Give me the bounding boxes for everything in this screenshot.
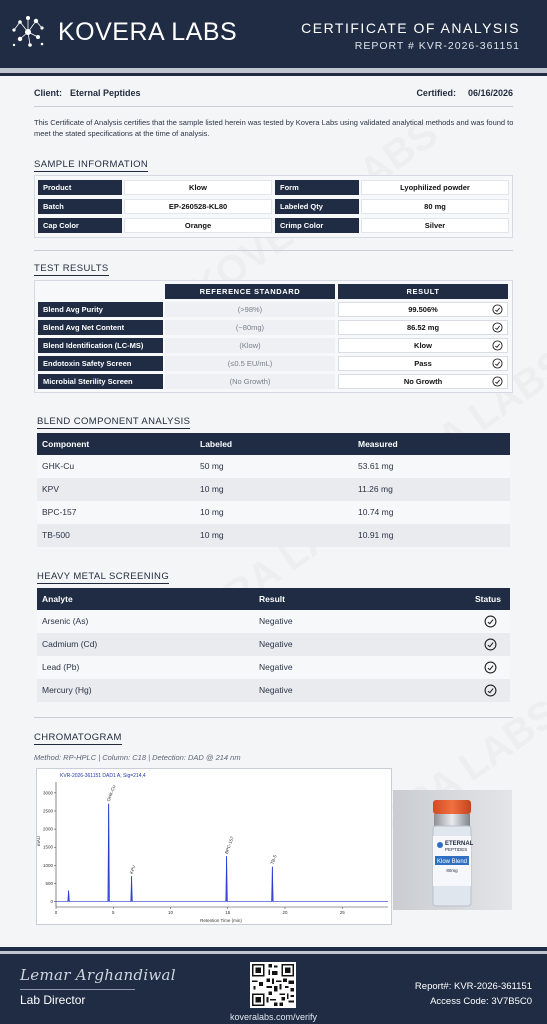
cell: Lead (Pb) xyxy=(42,662,80,672)
y-tick-label: 2500 xyxy=(42,808,53,814)
sample-value: Orange xyxy=(124,218,272,233)
x-axis-label: Retention Time (min) xyxy=(200,918,242,923)
cell: Negative xyxy=(259,639,293,649)
sample-value: EP-260528-KL80 xyxy=(124,199,272,214)
test-result xyxy=(338,338,508,353)
cell: Negative xyxy=(259,616,293,626)
test-results-box xyxy=(34,280,513,393)
cell: 10 mg xyxy=(200,507,224,517)
x-tick-label: 0 xyxy=(54,910,58,915)
cell: GHK-Cu xyxy=(42,461,75,471)
metals-table xyxy=(37,588,510,702)
vial-qty: 80mg xyxy=(446,868,458,873)
sample-label: Labeled Qty xyxy=(275,199,359,214)
cell: 10 mg xyxy=(200,530,224,540)
kovera-logo-icon xyxy=(8,12,48,52)
verify-link[interactable]: koveralabs.com/verify xyxy=(229,1012,318,1022)
peak-label: BPC-157 xyxy=(223,835,235,855)
vial-brand-line2: PEPTIDES xyxy=(445,847,468,852)
cell: 10 mg xyxy=(200,484,224,494)
qr-code-icon[interactable] xyxy=(250,962,296,1008)
cell: Negative xyxy=(259,662,293,672)
x-tick-label: 15 xyxy=(225,910,231,915)
test-reference: (≤0.5 EU/mL) xyxy=(165,356,335,371)
test-name: Endotoxin Safety Screen xyxy=(38,356,163,371)
cell: Arsenic (As) xyxy=(42,616,89,626)
test-result xyxy=(338,302,508,317)
sample-value: Silver xyxy=(361,218,509,233)
result-header: RESULT xyxy=(338,284,508,299)
metals-title: HEAVY METAL SCREENING xyxy=(37,571,170,582)
client-line xyxy=(34,88,141,98)
sample-label: Batch xyxy=(38,199,122,214)
certified-label: Certified: xyxy=(416,88,456,98)
sample-label: Cap Color xyxy=(38,218,122,233)
x-tick-label: 10 xyxy=(167,910,173,915)
x-tick-label: 25 xyxy=(339,910,345,915)
test-reference: (Klow) xyxy=(165,338,335,353)
y-tick-label: 1500 xyxy=(42,844,53,850)
document-title: CERTIFICATE OF ANALYSIS xyxy=(301,20,520,36)
certified-date: 06/16/2026 xyxy=(467,88,513,98)
test-name: Microbial Sterility Screen xyxy=(38,374,163,389)
check-circle-icon xyxy=(492,376,503,387)
cell: 11.26 mg xyxy=(358,484,393,494)
column-header: Component xyxy=(42,439,90,449)
table-header xyxy=(37,588,510,610)
cell: Cadmium (Cd) xyxy=(42,639,98,649)
method-text: Method: RP-HPLC | Column: C18 | Detection: DAD @ 214 nm xyxy=(34,753,241,762)
column-header: Result xyxy=(259,594,285,604)
test-result-value: 99.506% xyxy=(408,305,438,314)
sample-label: Product xyxy=(38,180,122,195)
check-circle-icon xyxy=(484,615,497,628)
certified-line xyxy=(416,88,513,98)
peak-label: GHK-Cu xyxy=(105,784,117,803)
divider xyxy=(34,106,513,107)
client-value: Eternal Peptides xyxy=(70,88,141,98)
check-circle-icon xyxy=(492,322,503,333)
client-label: Client: xyxy=(34,88,62,98)
sample-label: Crimp Color xyxy=(275,218,359,233)
x-tick-label: 20 xyxy=(282,910,288,915)
y-tick-label: 1000 xyxy=(42,862,53,868)
peak-label: TB-5 xyxy=(269,854,278,866)
table-row xyxy=(37,679,510,702)
table-row xyxy=(37,501,510,524)
column-header: Labeled xyxy=(200,439,233,449)
column-header: Analyte xyxy=(42,594,73,604)
sample-info-box xyxy=(34,175,513,238)
column-header: Measured xyxy=(358,439,398,449)
check-circle-icon xyxy=(492,304,503,315)
y-tick-label: 0 xyxy=(50,899,53,905)
test-result xyxy=(338,356,508,371)
test-name: Blend Avg Purity xyxy=(38,302,163,317)
header-divider xyxy=(0,73,547,76)
sample-value: 80 mg xyxy=(361,199,509,214)
brand-name: KOVERA LABS xyxy=(58,18,238,46)
table-row xyxy=(37,633,510,656)
test-result xyxy=(338,320,508,335)
reference-header: REFERENCE STANDARD xyxy=(165,284,335,299)
blend-title: BLEND COMPONENT ANALYSIS xyxy=(37,416,191,427)
chromatogram-title: CHROMATOGRAM xyxy=(34,732,122,743)
table-row xyxy=(37,610,510,633)
sample-value: Lyophilized powder xyxy=(361,180,509,195)
y-tick-label: 500 xyxy=(45,880,53,886)
blend-table xyxy=(37,433,510,547)
check-circle-icon xyxy=(492,340,503,351)
cell: KPV xyxy=(42,484,60,494)
check-circle-icon xyxy=(484,638,497,651)
divider xyxy=(34,717,513,718)
test-result-value: 86.52 mg xyxy=(406,323,440,332)
column-header: Status xyxy=(475,594,501,604)
chromatogram-plot xyxy=(36,768,392,925)
sample-label: Form xyxy=(275,180,359,195)
cell: TB-500 xyxy=(42,530,70,540)
page-footer xyxy=(0,954,547,1024)
test-name: Blend Avg Net Content xyxy=(38,320,163,335)
table-header xyxy=(37,433,510,455)
cell: Mercury (Hg) xyxy=(42,685,92,695)
table-row xyxy=(37,478,510,501)
cell: 10.91 mg xyxy=(358,530,394,540)
test-results-title: TEST RESULTS xyxy=(34,263,109,274)
y-tick-label: 2000 xyxy=(42,826,53,832)
cell: 10.74 mg xyxy=(358,507,394,517)
check-circle-icon xyxy=(484,661,497,674)
table-row xyxy=(37,455,510,478)
director-title: Lab Director xyxy=(20,993,86,1007)
test-result xyxy=(338,374,508,389)
test-reference: (>98%) xyxy=(165,302,335,317)
signature: Lemar Arghandiwal xyxy=(20,966,176,984)
sample-value: Klow xyxy=(124,180,272,195)
cell: Negative xyxy=(259,685,293,695)
y-tick-label: 3000 xyxy=(42,790,53,796)
report-number: REPORT # KVR-2026-361151 xyxy=(354,40,520,52)
test-reference: (No Growth) xyxy=(165,374,335,389)
vial-product: Klow Blend xyxy=(436,859,468,865)
cell: 53.61 mg xyxy=(358,461,394,471)
test-name: Blend Identification (LC-MS) xyxy=(38,338,163,353)
vial-photo xyxy=(393,790,512,910)
check-circle-icon xyxy=(492,358,503,369)
intro-text: This Certificate of Analysis certifies that the sample listed herein was tested by Kovera Labs using validated analytical methods and was found to meet the stated specifications at the time of analysis. xyxy=(34,118,514,138)
peak-label: KPV xyxy=(128,864,137,875)
check-circle-icon xyxy=(484,684,497,697)
x-tick-label: 5 xyxy=(111,910,115,915)
footer-report-number: Report#: KVR-2026-361151 xyxy=(414,981,532,992)
y-axis-label: mAU xyxy=(36,836,41,846)
page-header xyxy=(0,0,547,68)
vial-image xyxy=(393,790,512,910)
chromatogram-panel xyxy=(36,768,392,925)
vial-brand-line1: ETERNAL xyxy=(445,841,474,847)
table-row xyxy=(37,656,510,679)
cell: 50 mg xyxy=(200,461,224,471)
test-result-value: No Growth xyxy=(403,377,443,386)
access-code: Access Code: 3V7B5C0 xyxy=(430,996,532,1007)
table-row xyxy=(37,524,510,547)
sample-info-title: SAMPLE INFORMATION xyxy=(34,159,149,170)
test-result-value: Klow xyxy=(414,341,432,350)
test-result-value: Pass xyxy=(414,359,432,368)
divider xyxy=(34,250,513,251)
test-reference: (~80mg) xyxy=(165,320,335,335)
chromatogram-header-text: KVR-2026-361151 DAD1 A, Sig=214,4 xyxy=(60,773,146,779)
signature-line xyxy=(20,989,135,990)
cell: BPC-157 xyxy=(42,507,77,517)
